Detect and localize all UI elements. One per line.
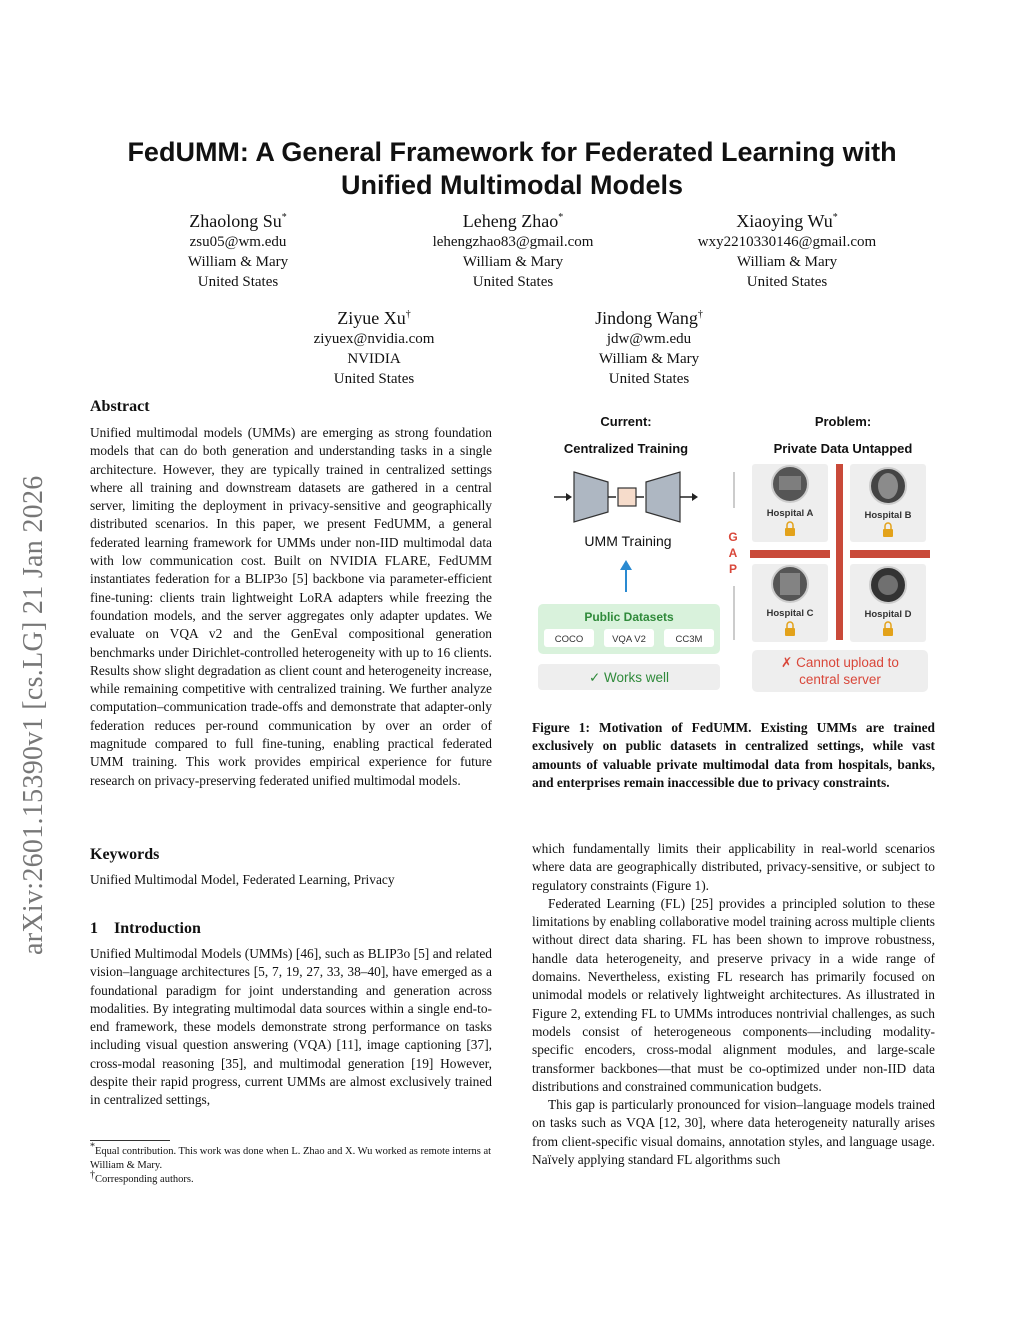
hospital-label: Hospital B bbox=[864, 510, 912, 521]
author-email: wxy2210330146@gmail.com bbox=[697, 234, 877, 250]
footnote-equal: *Equal contribution. This work was done when L. Zhao and X. Wu worked as remote interns at William & Mary. bbox=[90, 1141, 492, 1171]
author-block bbox=[244, 307, 504, 389]
gap-letter: A bbox=[728, 546, 738, 560]
author-email: jdw@wm.edu bbox=[606, 331, 692, 347]
footnote-mark: † bbox=[90, 1169, 95, 1181]
arxiv-stamp: arXiv:2601.15390v1 [cs.LG] 21 Jan 2026 bbox=[18, 475, 49, 955]
dataset-label: CC3M bbox=[675, 634, 703, 645]
hospital-label: Hospital A bbox=[766, 508, 814, 519]
author-country: United States bbox=[333, 371, 415, 387]
figure-caption: Figure 1: Motivation of FedUMM. Existing UMMs are trained exclusively on public datasets in centralized settings, while vast amounts of valuable private multimodal data from hospitals, banks, and enterprises remain inaccessible due to privacy constraints. bbox=[532, 720, 935, 790]
abstract-text: Unified multimodal models (UMMs) are emerging as strong foundation models that can do both generation and understanding tasks in a single architecture. However, they are typically trained in centralized settings where all training and downstream datasets are gathered in a central server, limiting the deployment in privacy-sensitive and geographically distributed scenarios. In this paper, we present FedUMM, a general federated learning framework for UMMs under non-IID multimodal data with low communication cost. Built on NVIDIA FLARE, FedUMM instantiates federation for a BLIP3o [5] backbone via parameter-efficient fine-tuning: clients train lightweight LoRA adapters while freezing the foundation models, and the server aggregates only adapter updates. We evaluate on VQA v2 and the GenEval compositional generation benchmarks under Dirichlet-controlled heterogeneity with up to 16 clients. Results show slight degradation as client count and heterogeneity increase, while remaining competitive with centralized training. We further analyze computation–communication trade-offs and demonstrate that adapter-only federation reduces per-round communication by over an order of magnitude compared to full fine-tuning, enabling practical federated UMM training. This work provides empirical experience for future research on privacy-preserving federated unified multimodal models. bbox=[90, 425, 492, 788]
umm-training-label: UMM Training bbox=[584, 533, 672, 549]
section-heading bbox=[90, 920, 201, 938]
author-block bbox=[657, 210, 917, 292]
footnote-rule bbox=[90, 1140, 170, 1141]
author-country: United States bbox=[746, 274, 828, 290]
gap-letter: G bbox=[728, 530, 738, 544]
author-mark: * bbox=[281, 212, 287, 223]
figure-1 bbox=[532, 400, 936, 700]
gap-letter: P bbox=[728, 562, 738, 576]
author-affiliation: William & Mary bbox=[462, 254, 564, 270]
intro-paragraph: which fundamentally limits their applicability in real-world scenarios where data are geographically distributed, privacy-sensitive, or subject to regulatory constraints (Figure 1). bbox=[532, 841, 935, 893]
author-name: Leheng Zhao bbox=[462, 211, 559, 231]
footnote-corresponding: †Corresponding authors. bbox=[90, 1169, 194, 1185]
footnote-mark: * bbox=[90, 1141, 95, 1153]
fig-right-title-1: Problem: bbox=[814, 414, 872, 429]
author-name: Ziyue Xu bbox=[337, 308, 406, 328]
intro-text-left: Unified Multimodal Models (UMMs) [46], such as BLIP3o [5] and related vision–language architectures [5, 7, 19, 27, 33, 38–40], have emerged as a foundational paradigm for joint understanding and generation across modalities. By integrating multimodal data sources within a single end-to-end framework, these models demonstrate strong performance on tasks including visual question answering (VQA) [11], image captioning [37], cross-modal reasoning [35], and multimodal generation [19] However, despite their rapid progress, current UMMs are almost exclusively trained in centralized settings, bbox=[90, 946, 492, 1108]
barrier-bar bbox=[836, 464, 843, 640]
paper-title: FedUMM: A General Framework for Federated Learning with Unified Multimodal Models bbox=[127, 137, 897, 200]
keywords-text: Unified Multimodal Model, Federated Learning, Privacy bbox=[90, 872, 395, 887]
works-well-label: ✓ Works well bbox=[588, 670, 670, 685]
author-mark: † bbox=[697, 309, 703, 320]
author-affiliation: NVIDIA bbox=[347, 351, 401, 367]
author-name: Jindong Wang bbox=[595, 308, 698, 328]
cannot-upload-label: central server bbox=[799, 672, 881, 687]
public-datasets-label: Public Datasets bbox=[584, 610, 674, 624]
author-name: Zhaolong Su bbox=[189, 211, 282, 231]
author-country: United States bbox=[472, 274, 554, 290]
section-title: Introduction bbox=[114, 920, 201, 937]
cannot-upload-label: ✗ Cannot upload to bbox=[781, 655, 899, 670]
intro-paragraph: This gap is particularly pronounced for vision–language models trained on tasks such as VQA [12, 30], where data heterogeneity naturally arises from client-specific visual domains, annotation styles, and language usage. Naïvely applying standard FL algorithms such bbox=[532, 1097, 935, 1168]
dataset-label: VQA V2 bbox=[612, 634, 646, 645]
section-number: 1 bbox=[90, 920, 98, 937]
author-block bbox=[519, 307, 779, 389]
intro-paragraph: Federated Learning (FL) [25] provides a principled solution to these limitations by enabling collaborative model training across multiple clients without direct data sharing. FL has been shown to improve robustness, handle data heterogeneity, and preserve privacy in a wide range of domains. Nevertheless, existing FL research has primarily focused on unimodal models or relatively lightweight architectures. As illustrated in Figure 2, extending FL to UMMs introduces nontrivial challenges, as such models consist of heterogeneous components—including modality-specific encoders, cross-modal alignment modules, and large-scale transformer backbones—that must be co-optimized under non-IID data distributions and constrained communication budgets. bbox=[532, 895, 935, 1094]
author-country: United States bbox=[197, 274, 279, 290]
author-country: United States bbox=[608, 371, 690, 387]
dataset-label: COCO bbox=[554, 634, 584, 645]
author-mark: * bbox=[558, 212, 564, 223]
author-email: lehengzhao83@gmail.com bbox=[432, 234, 594, 250]
author-email: zsu05@wm.edu bbox=[189, 234, 287, 250]
intro-text-right bbox=[532, 840, 935, 1169]
author-mark: * bbox=[832, 212, 838, 223]
author-block bbox=[383, 210, 643, 292]
author-block bbox=[108, 210, 368, 292]
hospital-label: Hospital D bbox=[864, 609, 912, 620]
author-mark: † bbox=[405, 309, 411, 320]
author-affiliation: William & Mary bbox=[736, 254, 838, 270]
fig-left-title-1: Current: bbox=[600, 414, 652, 429]
umm-architecture bbox=[554, 472, 698, 522]
author-affiliation: William & Mary bbox=[187, 254, 289, 270]
arrow-up-icon bbox=[620, 560, 632, 592]
author-name: Xiaoying Wu bbox=[736, 211, 833, 231]
hospital-label: Hospital C bbox=[766, 608, 814, 619]
keywords-heading: Keywords bbox=[90, 846, 160, 863]
abstract-heading: Abstract bbox=[90, 398, 150, 415]
barrier-bar bbox=[750, 550, 830, 558]
barrier-bar bbox=[850, 550, 930, 558]
fig-left-title-2: Centralized Training bbox=[563, 441, 689, 456]
author-email: ziyuex@nvidia.com bbox=[313, 331, 435, 347]
fig-right-title-2: Private Data Untapped bbox=[773, 441, 913, 456]
author-affiliation: William & Mary bbox=[598, 351, 700, 367]
